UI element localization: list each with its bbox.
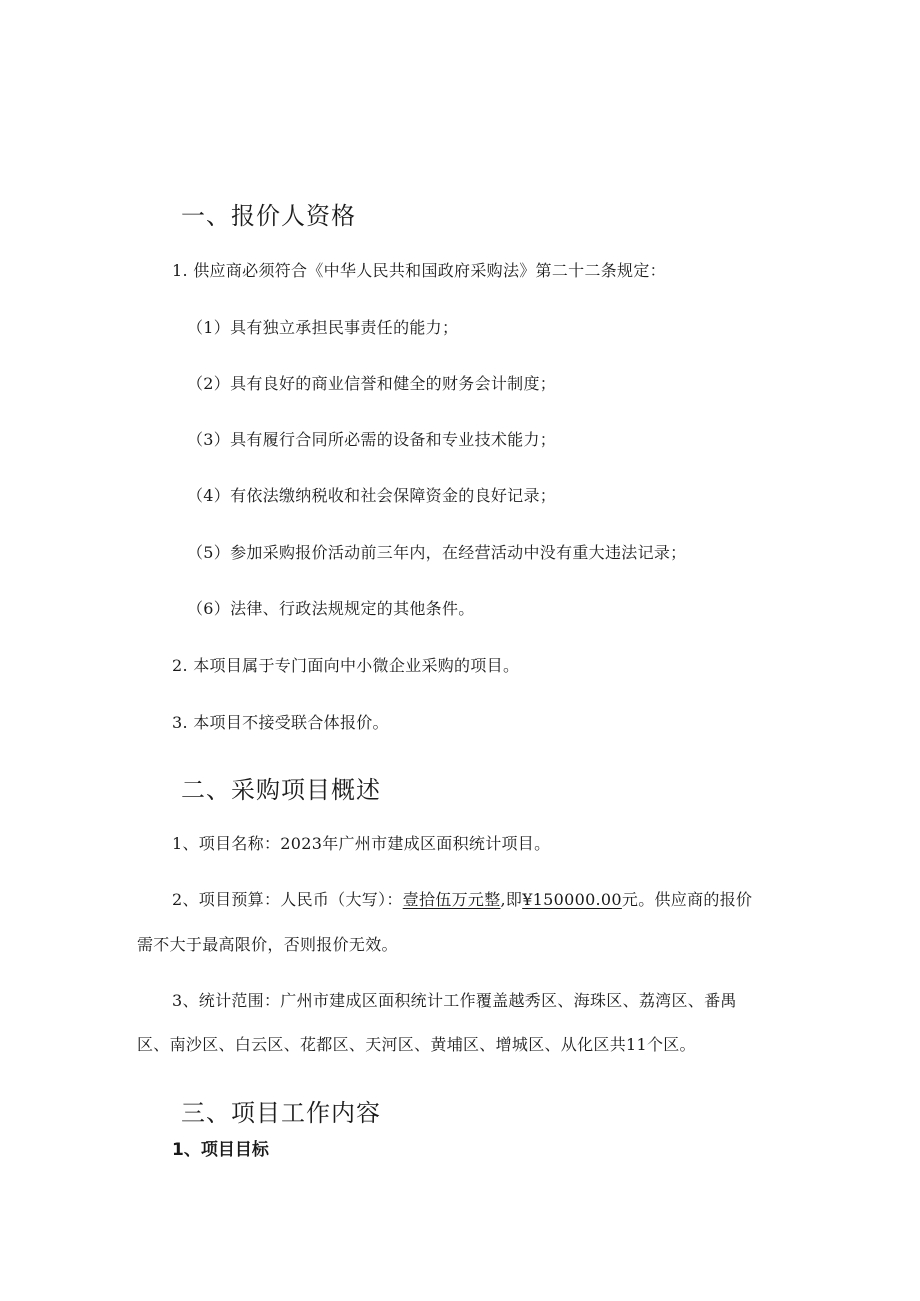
budget-amount-words: 壹拾伍万元整 [402, 890, 501, 909]
qualification-sub-2: （2）具有良好的商业信誉和健全的财务会计制度； [187, 374, 557, 393]
qualification-sub-4: （4）有依法缴纳税收和社会保障资金的良好记录； [187, 486, 557, 505]
overview-budget-line2: 需不大于最高限价，否则报价无效。 [137, 935, 398, 954]
subheading-project-goal: 1、项目目标 [172, 1140, 269, 1160]
qualification-item-3: 3. 本项目不接受联合体报价。 [172, 713, 389, 732]
overview-scope-line2: 区、南沙区、白云区、花都区、天河区、黄埔区、增城区、从化区共11个区。 [137, 1035, 696, 1054]
qualification-sub-3: （3）具有履行合同所必需的设备和专业技术能力； [187, 430, 557, 449]
section-heading-work-content: 三、项目工作内容 [181, 1099, 381, 1127]
section-heading-qualifications: 一、报价人资格 [181, 202, 356, 230]
qualification-sub-5: （5）参加采购报价活动前三年内，在经营活动中没有重大违法记录； [187, 543, 687, 562]
overview-budget-line1 [172, 887, 752, 910]
section-heading-overview: 二、采购项目概述 [181, 776, 381, 804]
overview-scope-line1: 3、统计范围：广州市建成区面积统计工作覆盖越秀区、海珠区、荔湾区、番禺 [172, 991, 737, 1010]
budget-prefix: 2、项目预算：人民币（大写）： [172, 890, 403, 909]
qualification-item-1: 1. 供应商必须符合《中华人民共和国政府采购法》第二十二条规定： [172, 261, 666, 280]
budget-amount: ¥150000.00 [522, 890, 622, 909]
qualification-sub-6: （6）法律、行政法规规定的其他条件。 [187, 599, 475, 618]
qualification-item-2: 2. 本项目属于专门面向中小微企业采购的项目。 [172, 656, 520, 675]
budget-mid: ,即 [500, 890, 523, 909]
qualification-sub-1: （1）具有独立承担民事责任的能力； [187, 318, 459, 337]
overview-project-name: 1、项目名称：2023年广州市建成区面积统计项目。 [172, 834, 551, 853]
budget-suffix: 元。供应商的报价 [621, 890, 753, 909]
